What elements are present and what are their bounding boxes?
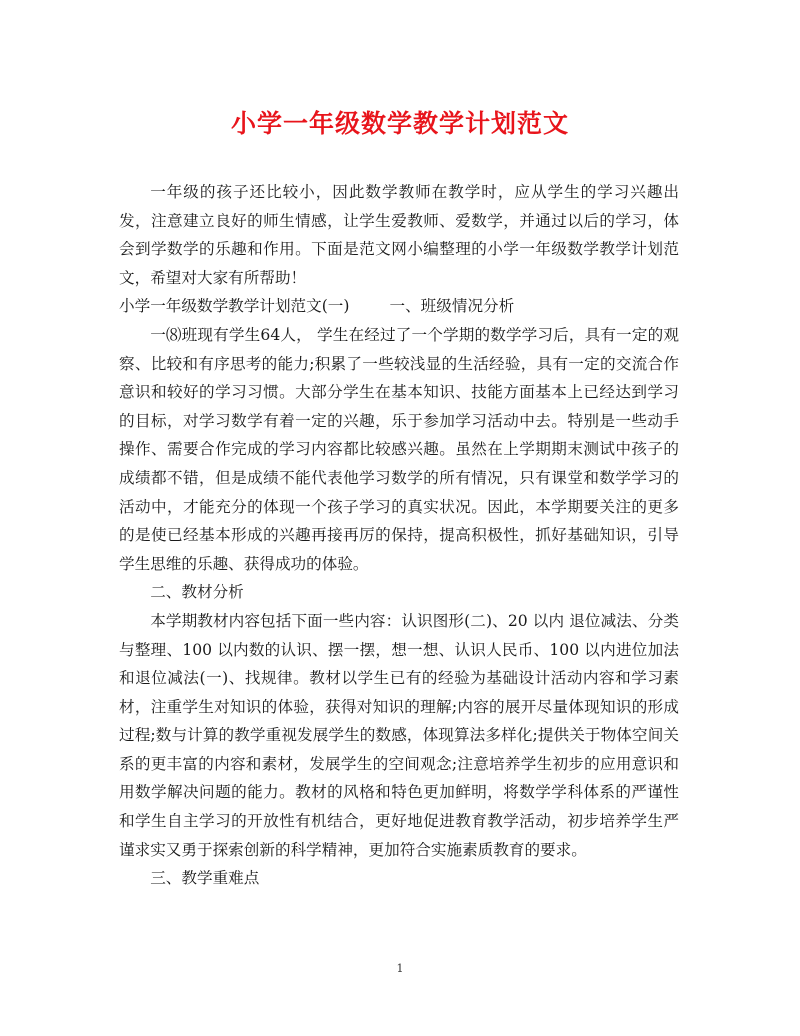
heading-class-analysis: 一、班级情况分析 [389, 297, 515, 316]
heading-key-points: 三、教学重难点 [150, 869, 260, 888]
intro-paragraph: 一年级的孩子还比较小，因此数学教师在教学时，应从学生的学习兴趣出发，注意建立良好的师生情感，让学生爱教师、爱数学，并通过以后的学习，体会到学数学的乐趣和作用。下面是范文网小编整理的小学一年级数学教学计划范文，希望对大家有所帮助！ [119, 183, 679, 287]
textbook-analysis-paragraph: 本学期教材内容包括下面一些内容：认识图形(二)、20 以内 退位减法、分类与整理、100 以内数的认识、摆一摆，想一想、认识人民币、100 以内进位加法和退位减法(一)、找规律。教材以学生已有的经验为基础设计活动内容和学习素材，注重学生对知识的体验，获得对知识的理解;内容的展开尽量体现知识的形成过程;数与计算的教学重视发展学生的数感，体现算法多样化;提供关于物体空间关系的更丰富的内容和素材，发展学生的空间观念;注意培养学生初步的应用意识和用数学解决问题的能力。教材的风格和特色更加鲜明，将数学学科体系的严谨性和学生自主学习的开放性有机结合，更好地促进教育教学活动，初步培养学生严谨求实又勇于探索创新的科学精神，更加符合实施素质教育的要求。 [119, 611, 679, 859]
page-number: 1 [396, 962, 404, 975]
class-analysis-paragraph: 一⑻班现有学生64人， 学生在经过了一个学期的数学学习后，具有一定的观察、比较和有序思考的能力;积累了一些较浅显的生活经验，具有一定的交流合作意识和较好的学习习惯。大部分学生在基本知识、技能方面基本上已经达到学习的目标，对学习数学有着一定的兴趣，乐于参加学习活动中去。特别是一些动手操作、需要合作完成的学习内容都比较感兴趣。虽然在上学期期末测试中孩子的成绩都不错，但是成绩不能代表他学习数学的所有情况，只有课堂和数学学习的活动中，才能充分的体现一个孩子学习的真实状况。因此，本学期要关注的更多的是使已经基本形成的兴趣再接再厉的保持，提高积极性，抓好基础知识，引导学生思维的乐趣、获得成功的体验。 [119, 325, 679, 573]
document-body [119, 178, 679, 893]
section-gap [349, 292, 389, 321]
section-heading-line [119, 292, 679, 321]
section-label: 小学一年级数学教学计划范文(一) [119, 297, 350, 316]
document-title: 小学一年级数学教学计划范文 [230, 109, 569, 138]
heading-textbook-analysis: 二、教材分析 [150, 583, 244, 602]
